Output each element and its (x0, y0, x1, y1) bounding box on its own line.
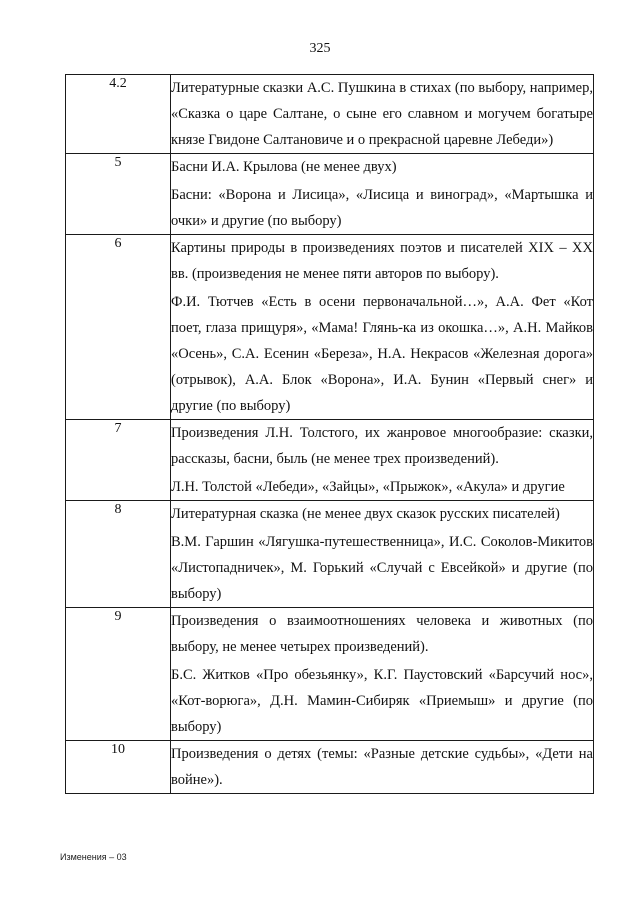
row-number-cell: 5 (66, 154, 171, 235)
curriculum-table (65, 74, 594, 794)
row-number-cell: 10 (66, 741, 171, 794)
row-number-cell: 6 (66, 235, 171, 420)
table-row (66, 608, 594, 741)
content-paragraph: Б.С. Житков «Про обезьянку», К.Г. Паустовский «Барсучий нос», «Кот-ворюга», Д.Н. Мамин-Сибиряк «Приемыш» и другие (по выбору) (171, 667, 593, 735)
content-paragraph: Басни И.А. Крылова (не менее двух) (171, 159, 397, 175)
row-content-cell (171, 741, 594, 794)
page-number: 325 (309, 41, 331, 56)
content-paragraph: В.М. Гаршин «Лягушка-путешественница», И.С. Соколов-Микитов «Листопадничек», М. Горький «Случай с Евсейкой» и другие (по выбору) (171, 534, 593, 602)
row-number-cell: 4.2 (66, 75, 171, 154)
row-number-cell: 9 (66, 608, 171, 741)
table-row (66, 154, 594, 235)
content-paragraph: Ф.И. Тютчев «Есть в осени первоначальной…», А.А. Фет «Кот поет, глаза прищуря», «Мама! Глянь-ка из окошка…», А.Н. Майков «Осень», С.А. Есенин «Береза», Н.А. Некрасов «Железная дорога» (отрывок), А.А. Блок «Ворона», И.А. Бунин «Первый снег» и другие (по выбору) (171, 294, 593, 414)
content-paragraph: Произведения о взаимоотношениях человека и животных (по выбору, не менее четырех произведений). (171, 613, 593, 655)
content-paragraph: Литературные сказки А.С. Пушкина в стихах (по выбору, например, «Сказка о царе Салтане, о сыне его славном и могучем богатыре князе Гвидоне Салтановиче и о прекрасной царевне Лебеди») (171, 80, 593, 148)
table-row (66, 741, 594, 794)
table-row (66, 75, 594, 154)
content-paragraph: Л.Н. Толстой «Лебеди», «Зайцы», «Прыжок», «Акула» и другие (171, 479, 565, 495)
row-number-cell: 8 (66, 501, 171, 608)
row-content-cell (171, 235, 594, 420)
row-content-cell (171, 154, 594, 235)
content-paragraph: Басни: «Ворона и Лисица», «Лисица и виноград», «Мартышка и очки» и другие (по выбору) (171, 187, 593, 229)
row-number-cell: 7 (66, 420, 171, 501)
row-content-cell (171, 608, 594, 741)
content-paragraph: Произведения Л.Н. Толстого, их жанровое многообразие: сказки, рассказы, басни, быль (не менее трех произведений). (171, 425, 593, 467)
table-row (66, 235, 594, 420)
content-paragraph: Литературная сказка (не менее двух сказок русских писателей) (171, 506, 560, 522)
table-body (66, 75, 594, 794)
content-paragraph: Картины природы в произведениях поэтов и писателей XIX – XX вв. (произведения не менее пяти авторов по выбору). (171, 240, 593, 282)
footer-revision-note: Изменения – 03 (60, 852, 127, 862)
row-content-cell (171, 501, 594, 608)
content-paragraph: Произведения о детях (темы: «Разные детские судьбы», «Дети на войне»). (171, 746, 593, 788)
row-content-cell (171, 420, 594, 501)
row-content-cell (171, 75, 594, 154)
table-row (66, 420, 594, 501)
table-row (66, 501, 594, 608)
